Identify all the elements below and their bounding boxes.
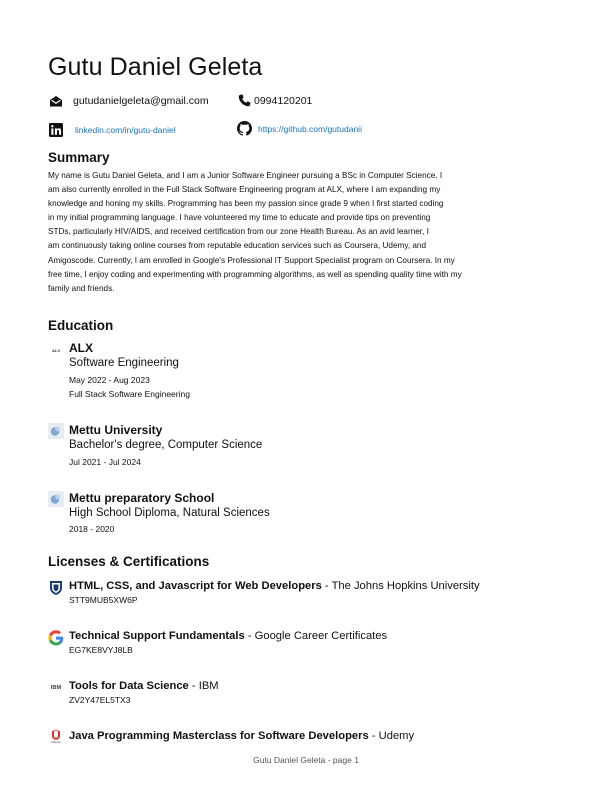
resume-name: Gutu Daniel Geleta [48,53,263,81]
certification-issuer: - Udemy [368,730,415,742]
summary-line: am continuously taking online courses from reputable education services such as Coursera, Udemy, and [48,241,427,251]
school-name: ALX [69,341,93,355]
github-contact [237,121,362,136]
dates: May 2022 - Aug 2023 [69,375,150,385]
degree: High School Diploma, Natural Sciences [69,507,270,519]
certification-code: STT9MUB5XW6P [69,595,138,605]
certification-line [69,730,414,742]
summary-line: free time, I enjoy coding and experimenting with programming algorithms, as well as spending quality time with my [48,269,462,279]
summary-heading: Summary [48,150,110,165]
summary-line: My name is Gutu Daniel Geleta, and I am a Junior Software Engineer pursuing a BSc in Computer Science. I [48,171,443,180]
certification-line [69,580,480,592]
certification-issuer: - Google Career Certificates [244,630,388,642]
email-text[interactable]: gutudanielgeleta@gmail.com [73,95,209,107]
certification-issuer: - IBM [188,680,219,692]
summary-line: family and friends. [48,283,115,293]
school-logo-icon [48,423,64,439]
certification-title: Java Programming Masterclass for Software Developers [69,730,369,742]
certifications-heading: Licenses & Certifications [48,554,210,569]
certification-code: ZV2Y47EL5TX3 [69,695,131,705]
summary-line: in my initial programming language. I have volunteered my time to educate and provide tips on preventing [48,213,431,223]
github-link[interactable]: https://github.com/gutudanii [258,123,362,134]
summary-text [48,169,558,296]
certification-title: Tools for Data Science [69,680,189,692]
linkedin-link[interactable]: linkedin.com/in/gutu-daniel [75,125,176,135]
phone-icon [238,94,251,107]
email-icon [49,94,63,108]
certification-line [69,630,387,642]
certification-title: Technical Support Fundamentals [69,630,245,642]
email-contact [49,94,209,108]
summary-line: knowledge and honing my skills. Programming has been my passion since grade 9 when I first started coding [48,199,444,209]
program: Full Stack Software Engineering [69,389,190,399]
education-heading: Education [48,318,114,333]
summary-line: STDs, particularly HIV/AIDS, and received certification from our zone Health Bureau. As an avid learner, I [48,227,429,237]
school-name: Mettu preparatory School [69,491,215,505]
ibm-logo-icon: IBM [50,685,62,691]
page-footer: Gutu Daniel Geleta - page 1 [253,755,359,765]
summary-line: Amigoscode. Currently, I am enrolled in Google's Professional IT Support Specialist program on Coursera. In my [48,255,455,265]
google-logo-icon [48,630,64,646]
alx-logo-icon: ALX [52,347,60,353]
linkedin-icon [49,123,63,137]
degree: Software Engineering [69,357,179,369]
phone-text[interactable]: 0994120201 [254,94,313,107]
dates: 2018 - 2020 [69,524,115,534]
degree: Bachelor's degree, Computer Science [69,439,263,451]
summary-line: am also currently enrolled in the Full Stack Software Engineering program at ALX, where I am expanding my [48,185,441,195]
school-logo-icon [48,491,64,507]
certification-line [69,680,219,692]
certification-title: HTML, CSS, and Javascript for Web Developers [69,580,322,592]
johns-hopkins-shield-icon [48,580,64,596]
udemy-logo-icon: Udemy [48,730,64,746]
phone-contact [238,94,312,107]
github-icon [237,121,252,136]
certification-issuer: - The Johns Hopkins University [321,580,480,592]
dates: Jul 2021 - Jul 2024 [69,457,141,467]
certification-code: EG7KE8VYJ8LB [69,645,133,655]
linkedin-contact [49,123,176,137]
school-name: Mettu University [69,423,163,437]
